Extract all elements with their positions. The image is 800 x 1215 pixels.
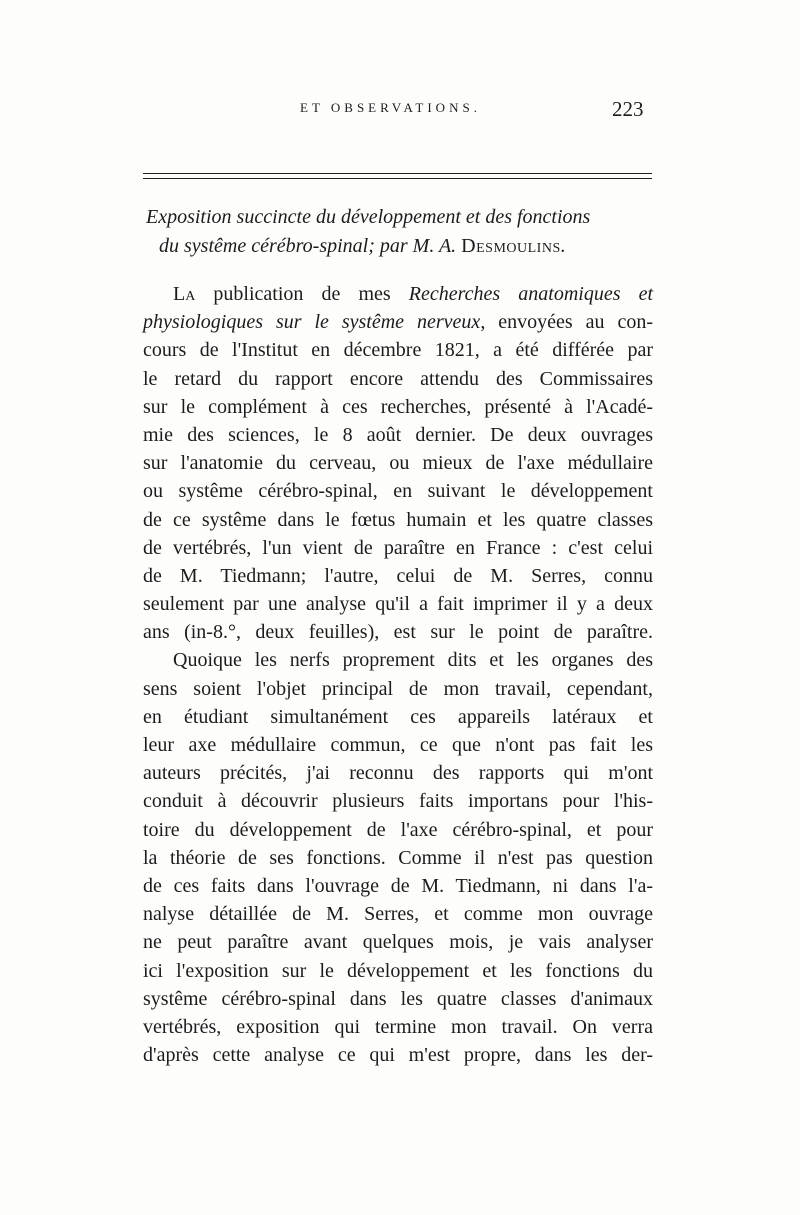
paragraph-2-line: sens soient l'objet principal de mon travail, cependant, xyxy=(143,677,653,700)
header-rule-top xyxy=(143,173,652,174)
title-line-2 xyxy=(146,232,666,261)
lead-word: La xyxy=(173,283,196,305)
body-text xyxy=(143,280,653,1069)
paragraph-2-line: vertébrés, exposition qui termine mon travail. On verra xyxy=(143,1015,653,1038)
title-line-2-text: du systême cérébro-spinal; par M. A. xyxy=(159,235,462,257)
paragraph-1-line: ans (in-8.°, deux feuilles), est sur le point de paraître. xyxy=(143,621,653,644)
italic-segment: Recherches anatomiques et xyxy=(408,283,653,305)
title-line-1: Exposition succincte du développement et des fonctions xyxy=(146,206,591,228)
paragraph-2-line: conduit à découvrir plusieurs faits importans pour l'his- xyxy=(143,790,653,813)
paragraph-1-line: ou systême cérébro-spinal, en suivant le développement xyxy=(143,480,653,503)
running-head: ET OBSERVATIONS. xyxy=(300,100,481,115)
title-end: . xyxy=(560,235,566,257)
paragraph-1-line: le retard du rapport encore attendu des Commissaires xyxy=(143,367,653,390)
paragraph-2-line: auteurs précités, j'ai reconnu des rapports qui m'ont xyxy=(143,762,653,785)
paragraph-2-line: leur axe médullaire commun, ce que n'ont pas fait les xyxy=(143,734,653,756)
paragraph-2-line: de ces faits dans l'ouvrage de M. Tiedmann, ni dans l'a- xyxy=(143,874,653,897)
paragraph-2-line: systême cérébro-spinal dans les quatre classes d'animaux xyxy=(143,987,653,1010)
paragraph-1-line: sur le complément à ces recherches, présenté à l'Acadé- xyxy=(143,395,653,418)
paragraph-2-line: ne peut paraître avant quelques mois, je vais analyser xyxy=(143,931,653,954)
paragraph-1-line: mie des sciences, le 8 août dernier. De deux ouvrages xyxy=(143,423,653,446)
paragraph-2-line: en étudiant simultanément ces appareils latéraux et xyxy=(143,705,653,728)
paragraph-2-line: la théorie de ses fonctions. Comme il n'est pas question xyxy=(143,846,653,869)
paragraph-1-line: seulement par une analyse qu'il a fait imprimer il y a deux xyxy=(143,593,653,616)
paragraph-2-line: nalyse détaillée de M. Serres, et comme mon ouvrage xyxy=(143,903,653,926)
article-title xyxy=(146,203,666,261)
paragraph-2-line: ici l'exposition sur le développement et les fonctions du xyxy=(143,959,653,982)
italic-segment: physiologiques sur le systême nerveux xyxy=(143,311,481,334)
paragraph-1-line xyxy=(143,308,653,336)
paragraph-1-line xyxy=(143,280,653,308)
paragraph-2-line: Quoique les nerfs proprement dits et les organes des xyxy=(173,649,653,672)
author-name: Desmoulins xyxy=(461,235,561,257)
paragraph-1-line: de ce systême dans le fœtus humain et les quatre classes xyxy=(143,508,653,531)
paragraph-1-line: cours de l'Institut en décembre 1821, a été différée par xyxy=(143,339,653,362)
paragraph-1-line: de vertébrés, l'un vient de paraître en France : c'est celui xyxy=(143,536,653,559)
page-number: 223 xyxy=(612,97,644,121)
header-rule-bottom xyxy=(143,178,652,179)
text-segment: , envoyées au con- xyxy=(480,311,654,334)
text-segment: publication de mes xyxy=(195,283,409,305)
paragraph-2-line: toire du développement de l'axe cérébro-spinal, et pour xyxy=(143,818,653,841)
paragraph-1-line: de M. Tiedmann; l'autre, celui de M. Serres, connu xyxy=(143,564,653,587)
paragraph-1-line: sur l'anatomie du cerveau, ou mieux de l'axe médullaire xyxy=(143,452,653,475)
paragraph-2-line: d'après cette analyse ce qui m'est propre, dans les der- xyxy=(143,1044,653,1067)
